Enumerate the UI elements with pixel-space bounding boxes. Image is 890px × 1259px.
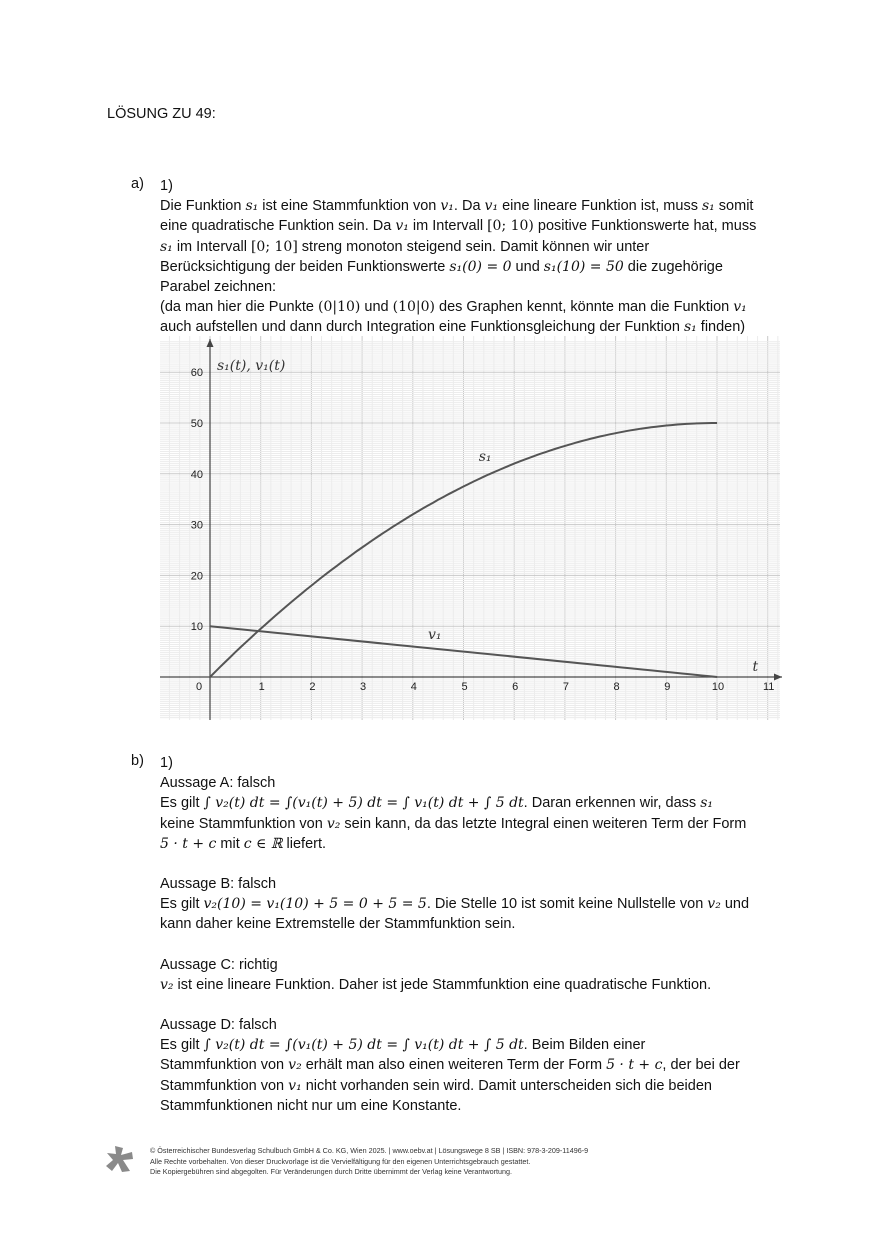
x-axis-label: t	[752, 659, 759, 675]
function-chart	[160, 336, 785, 720]
text-line: 5 · t + c mit c ∈ ℝ liefert.	[160, 835, 327, 852]
math-expression: s₁	[245, 198, 259, 215]
math-expression: v₁	[484, 198, 499, 215]
math-expression: s₁(10) = 50	[543, 258, 624, 275]
part-b-number: 1)	[160, 755, 173, 771]
text-line: Die Funktion s₁ ist eine Stammfunktion von v₁. Da v₁ eine lineare Funktion ist, muss s₁ somit	[160, 198, 754, 215]
x-tick-label: 4	[410, 681, 417, 693]
x-tick-label: 0	[195, 681, 203, 693]
text-line: v₂ ist eine lineare Funktion. Daher ist jede Stammfunktion eine quadratische Funktion.	[160, 976, 712, 993]
y-tick-label: 60	[190, 367, 203, 380]
y-tick-label: 10	[190, 621, 203, 634]
part-a-label: a)	[131, 176, 144, 192]
math-expression: v₁	[395, 218, 409, 235]
y-tick-label: 40	[190, 468, 203, 481]
part-a-text	[160, 196, 792, 337]
x-tick-label: 3	[360, 681, 367, 693]
math-expression: [0; 10]	[250, 238, 298, 255]
text-line: Berücksichtigung der beiden Funktionswerte s₁(0) = 0 und s₁(10) = 50 die zugehörige	[160, 258, 723, 275]
part-a-number: 1)	[160, 178, 173, 194]
part-b-label: b)	[131, 753, 144, 769]
y-axis-label: s₁(t), v₁(t)	[217, 358, 286, 375]
math-expression: ∫ v₂(t) dt = ∫(v₁(t) + 5) dt = ∫ v₁(t) dt + ∫ 5 dt	[203, 795, 524, 812]
x-tick-label: 1	[258, 681, 265, 693]
text-line: eine quadratische Funktion sein. Da v₁ im Intervall [0; 10) positive Funktionswerte hat, muss	[160, 218, 757, 235]
text-line: Stammfunktionen nicht nur um eine Konstante.	[160, 1097, 462, 1114]
y-tick-label: 20	[190, 570, 203, 583]
x-tick-label: 8	[613, 681, 620, 693]
math-expression: v₂(10) = v₁(10) + 5 = 0 + 5 = 5	[203, 896, 427, 913]
part-b-text	[160, 773, 792, 1116]
text-line: keine Stammfunktion von v₂ sein kann, da das letzte Integral einen weiteren Term der Form	[160, 815, 747, 832]
math-expression: (10|0)	[392, 299, 435, 316]
math-expression: s₁	[160, 238, 173, 255]
y-axis-arrow	[207, 339, 214, 347]
text-line: Stammfunktion von v₁ nicht vorhanden sein wird. Damit unterscheiden sich die beiden	[160, 1077, 712, 1094]
math-expression: v₁	[733, 299, 747, 316]
math-expression: v₁	[288, 1077, 302, 1094]
math-expression: (0|10)	[317, 299, 361, 316]
footer	[150, 1146, 588, 1178]
math-expression: [0; 10)	[487, 218, 534, 235]
x-tick-label: 11	[762, 681, 775, 693]
math-expression: s₁(0) = 0	[449, 258, 512, 275]
x-tick-label: 7	[562, 681, 569, 693]
series-label-s1: s₁	[478, 449, 492, 466]
math-expression: v₂	[707, 896, 721, 913]
text-line: Es gilt v₂(10) = v₁(10) + 5 = 0 + 5 = 5. Die Stelle 10 ist somit keine Nullstelle von v₂ und	[160, 896, 750, 913]
text-line: Es gilt ∫ v₂(t) dt = ∫(v₁(t) + 5) dt = ∫ v₁(t) dt + ∫ 5 dt. Beim Bilden einer	[160, 1037, 646, 1054]
x-tick-label: 5	[461, 681, 468, 693]
y-tick-label: 50	[190, 418, 203, 430]
text-line: auch aufstellen und dann durch Integration eine Funktionsgleichung der Funktion s₁ finden)	[160, 319, 746, 336]
text-line: Aussage D: falsch	[160, 1017, 277, 1034]
text-line: Aussage C: richtig	[160, 956, 278, 973]
math-expression: 5 · t + c	[606, 1057, 663, 1074]
math-expression: 5 · t + c	[160, 835, 217, 852]
footer-copyright: © Österreichischer Bundesverlag Schulbuch GmbH & Co. KG, Wien 2025. | www.oebv.at | Lösungswege 8 SB | ISBN: 978-3-209-11496-9	[150, 1146, 589, 1155]
x-tick-label: 10	[711, 681, 725, 693]
footer-disclaimer: Die Kopiergebühren sind abgegolten. Für Veränderungen durch Dritte übernimmt der Verlag keine Verantwortung.	[150, 1167, 512, 1176]
math-expression: v₂	[160, 976, 174, 993]
math-expression: c ∈ ℝ	[243, 835, 283, 852]
x-tick-label: 2	[309, 681, 316, 693]
math-expression: v₁	[440, 198, 454, 215]
footer-rights: Alle Rechte vorbehalten. Von dieser Druckvorlage ist die Vervielfältigung für den eigenen Unterrichtsgebrauch gestattet.	[150, 1156, 531, 1166]
page-title: LÖSUNG ZU 49:	[107, 106, 216, 122]
math-expression: v₂	[326, 815, 341, 832]
math-expression: s₁	[700, 795, 713, 812]
text-line: Es gilt ∫ v₂(t) dt = ∫(v₁(t) + 5) dt = ∫ v₁(t) dt + ∫ 5 dt. Daran erkennen wir, dass s₁	[160, 795, 713, 812]
math-expression: v₂	[288, 1057, 302, 1074]
series-label-v1: v₁	[428, 626, 442, 643]
text-line: s₁ im Intervall [0; 10] streng monoton steigend sein. Damit können wir unter	[160, 238, 650, 255]
y-tick-label: 30	[190, 519, 203, 532]
part-a-content	[160, 176, 792, 338]
text-line: (da man hier die Punkte (0|10) und (10|0) des Graphen kennt, könnte man die Funktion v₁	[160, 299, 747, 316]
text-line: kann daher keine Extremstelle der Stammfunktion sein.	[160, 916, 516, 933]
text-line: Parabel zeichnen:	[160, 279, 277, 296]
part-b-content	[160, 753, 792, 1116]
text-line: Aussage B: falsch	[160, 876, 277, 893]
x-tick-label: 9	[664, 681, 671, 693]
math-expression: ∫ v₂(t) dt = ∫(v₁(t) + 5) dt = ∫ v₁(t) dt + ∫ 5 dt	[203, 1037, 524, 1054]
text-line: Aussage A: falsch	[160, 775, 276, 792]
x-tick-label: 6	[512, 681, 519, 693]
math-expression: s₁	[683, 319, 697, 336]
publisher-logo-icon	[104, 1144, 136, 1174]
text-line: Stammfunktion von v₂ erhält man also einen weiteren Term der Form 5 · t + c, der bei der	[160, 1057, 740, 1074]
math-expression: s₁	[701, 198, 715, 215]
